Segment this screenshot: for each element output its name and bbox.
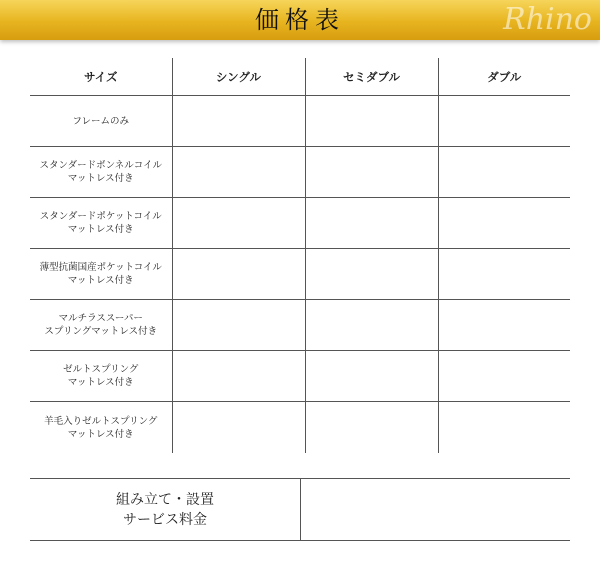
column-header-double: ダブル: [438, 58, 570, 96]
table-row: [30, 96, 570, 147]
price-table-header-row: [30, 58, 570, 96]
price-cell-semi-double: [305, 198, 438, 249]
price-cell-single: [172, 249, 305, 300]
column-header-size: サイズ: [30, 58, 172, 96]
price-cell-double: [438, 402, 570, 454]
price-cell-double: [438, 300, 570, 351]
price-cell-single: [172, 198, 305, 249]
row-label-line: マットレス付き: [67, 275, 134, 286]
price-cell-semi-double: [305, 96, 438, 147]
table-row: [30, 198, 570, 249]
price-cell-semi-double: [305, 300, 438, 351]
price-cell-semi-double: [305, 402, 438, 454]
price-cell-double: [438, 147, 570, 198]
assembly-service-fee-label: [30, 479, 300, 540]
row-label-line: マットレス付き: [67, 173, 134, 184]
row-label-line: スタンダードボンネルコイル: [39, 160, 163, 171]
rhino-logo: Rhino: [503, 2, 592, 37]
price-cell-semi-double: [305, 351, 438, 402]
column-header-single: シングル: [172, 58, 305, 96]
page-title: 価格表: [255, 6, 345, 34]
price-cell-semi-double: [305, 147, 438, 198]
row-label-multi-ras-super-spring: [30, 300, 172, 351]
row-label-line: スプリングマットレス付き: [44, 326, 158, 337]
row-label-line: フレームのみ: [72, 115, 130, 127]
row-label-line: マットレス付き: [67, 377, 134, 388]
row-label-standard-bonnell-coil: [30, 147, 172, 198]
price-cell-double: [438, 351, 570, 402]
price-cell-double: [438, 198, 570, 249]
price-cell-single: [172, 300, 305, 351]
row-label-zelt-spring: [30, 351, 172, 402]
service-label-line: 組み立て・設置: [116, 491, 214, 508]
row-label-line: マットレス付き: [67, 224, 134, 235]
price-table: [30, 58, 570, 453]
row-label-thin-antibacterial-pocket-coil: [30, 249, 172, 300]
table-row: [30, 402, 570, 454]
price-cell-semi-double: [305, 249, 438, 300]
row-label-wool-zelt-spring: [30, 402, 172, 454]
table-row: [30, 249, 570, 300]
row-label-line: マットレス付き: [67, 428, 134, 440]
table-row: [30, 351, 570, 402]
row-label-line: ゼルトスプリング: [63, 364, 139, 375]
price-cell-single: [172, 96, 305, 147]
price-table-header-banner: [0, 0, 600, 40]
service-label-line: サービス料金: [123, 511, 207, 528]
table-row: [30, 147, 570, 198]
column-header-semi-double: セミダブル: [305, 58, 438, 96]
assembly-service-fee-table: [30, 478, 570, 541]
row-label-standard-pocket-coil: [30, 198, 172, 249]
row-label-frame-only: [30, 96, 172, 147]
row-label-line: スタンダードポケットコイル: [39, 211, 162, 222]
row-label-line: 薄型抗菌国産ポケットコイル: [39, 262, 162, 273]
assembly-service-fee-value: [300, 479, 571, 540]
row-label-line: 羊毛入りゼルトスプリング: [44, 415, 158, 427]
price-cell-single: [172, 351, 305, 402]
price-cell-single: [172, 402, 305, 454]
price-cell-double: [438, 249, 570, 300]
price-cell-double: [438, 96, 570, 147]
row-label-line: マルチラススーパー: [58, 313, 143, 324]
table-row: [30, 300, 570, 351]
price-cell-single: [172, 147, 305, 198]
